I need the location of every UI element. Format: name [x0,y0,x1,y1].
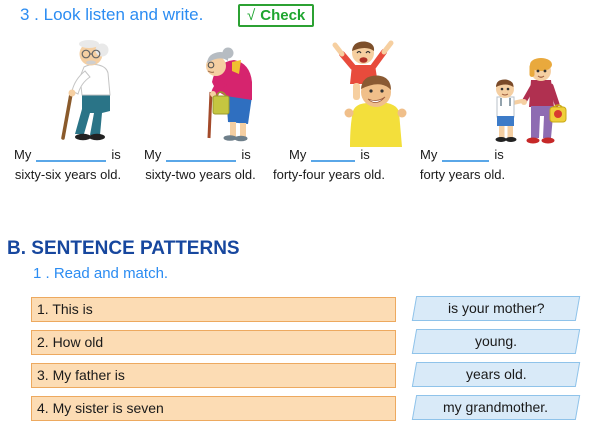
sentence-1-prefix: My [14,147,32,162]
grandmother-illustration [182,40,268,142]
sentence-2-prefix: My [144,147,162,162]
match-right-item-4-label: my grandmother. [443,399,549,415]
match-right-item-2-label: young. [474,333,518,349]
match-left-item-2[interactable]: 2. How old [31,330,396,355]
check-button-label: Check [260,7,306,24]
match-left-item-3[interactable]: 3. My father is [31,363,396,388]
sentence-3-caption: forty-four years old. [273,167,385,182]
sentence-4 [420,146,504,162]
match-right-item-1-label: is your mother? [447,300,545,316]
match-right-item-3[interactable] [412,362,580,387]
sentence-2 [144,146,251,162]
match-right-item-3-label: years old. [465,366,527,382]
check-icon: √ [247,7,256,24]
mother-walking-with-son-illustration [467,56,573,146]
sentence-3-prefix: My [289,147,307,162]
section-b-heading: B. SENTENCE PATTERNS [7,238,240,259]
sentence-3 [289,146,370,162]
sentence-3-blank[interactable] [311,147,355,162]
match-right-item-4[interactable] [412,395,580,420]
sentence-3-suffix: is [360,147,370,162]
sentence-2-suffix: is [241,147,251,162]
sentence-4-suffix: is [494,147,504,162]
sentence-4-blank[interactable] [442,147,489,162]
sentence-4-caption: forty years old. [419,167,506,182]
sentence-2-blank[interactable] [166,147,236,162]
grandfather-illustration [44,37,128,143]
sentence-2-caption: sixty-two years old. [145,167,256,182]
exercise-b1-title: 1 . Read and match. [33,265,169,282]
match-left-item-1[interactable]: 1. This is [31,297,396,322]
match-right-item-2[interactable] [412,329,580,354]
sentence-1 [14,146,121,162]
sentence-1-caption: sixty-six years old. [14,167,122,182]
match-left-item-4[interactable]: 4. My sister is seven [31,396,396,421]
exercise-a-title: 3 . Look listen and write. [20,5,204,24]
match-right-item-1[interactable] [412,296,580,321]
sentence-1-blank[interactable] [36,147,106,162]
father-carrying-son-illustration [323,37,415,147]
sentence-4-prefix: My [420,147,438,162]
check-button[interactable] [238,4,314,27]
sentence-1-suffix: is [111,147,121,162]
